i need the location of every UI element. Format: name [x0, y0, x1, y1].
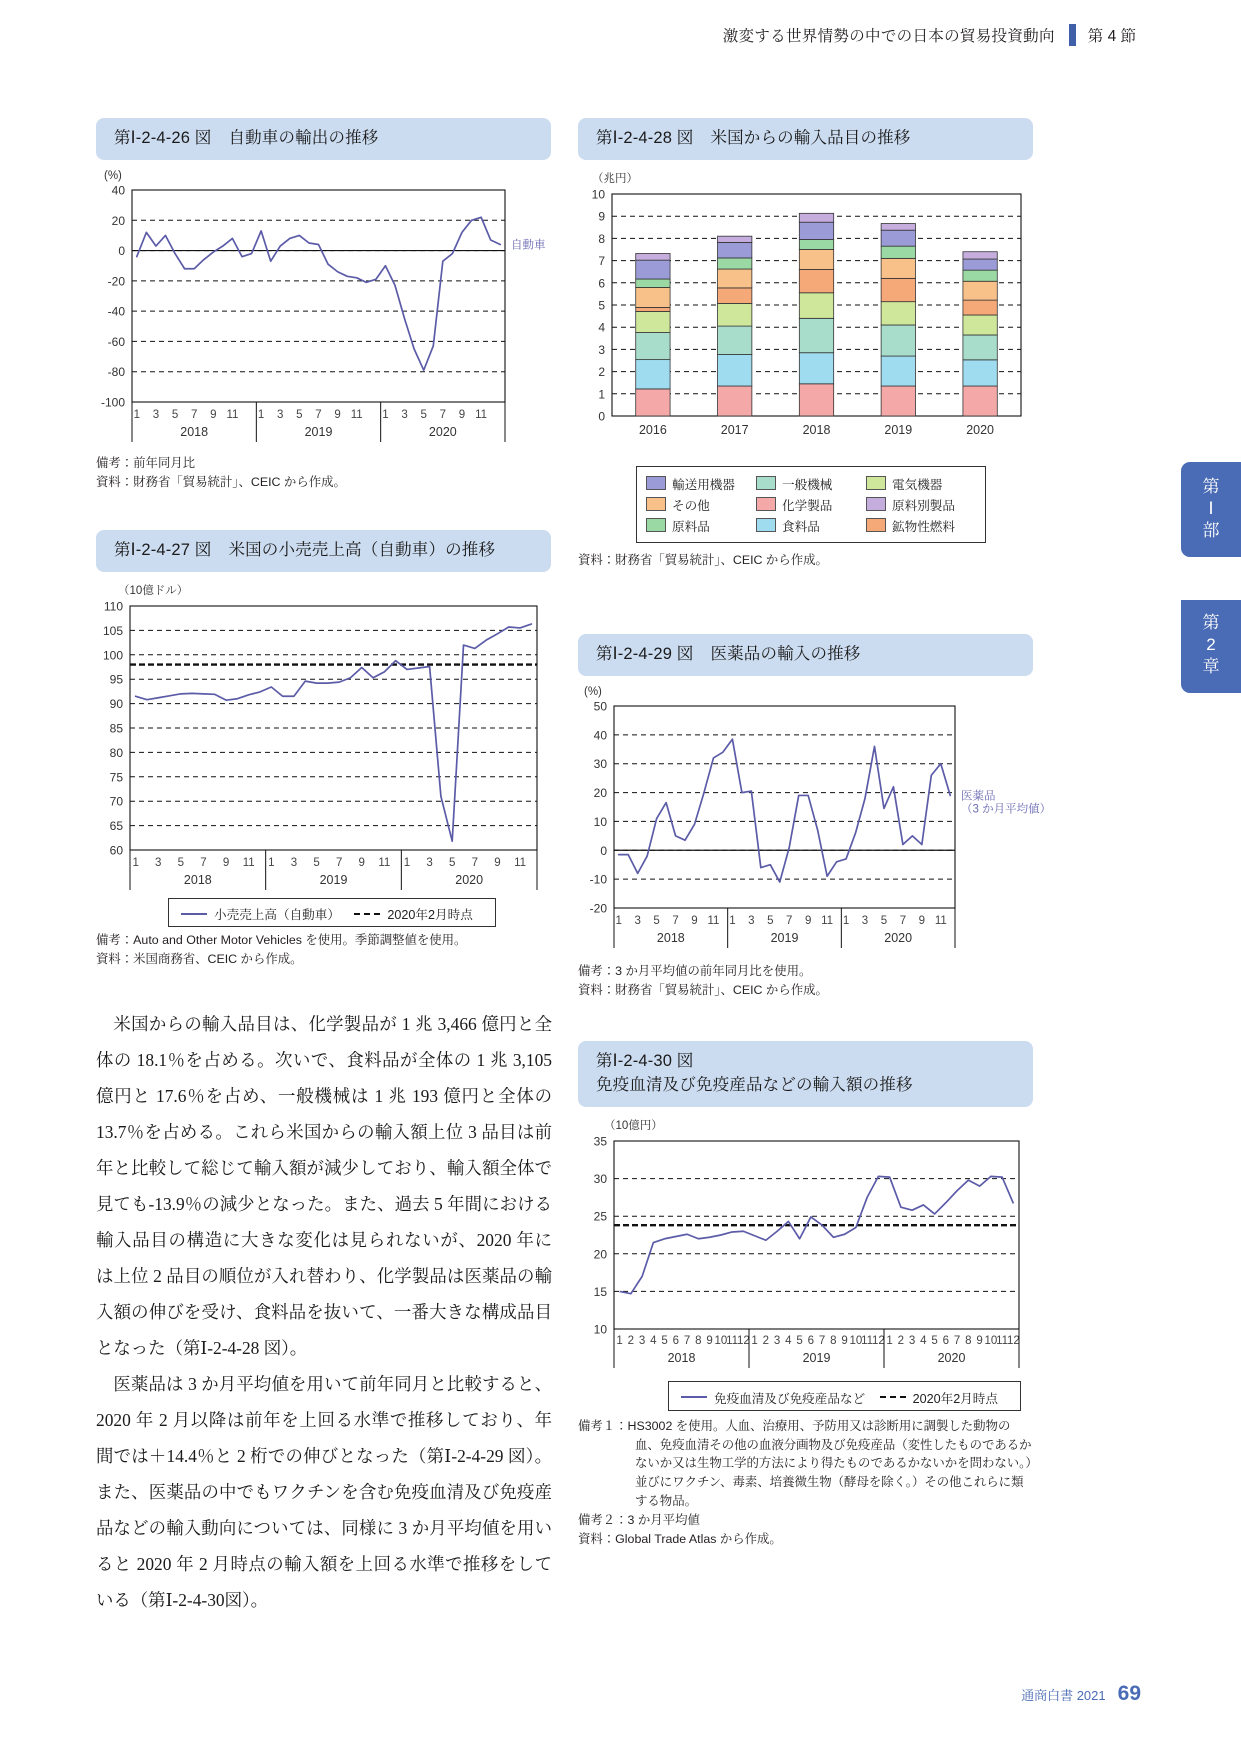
svg-text:5: 5 — [171, 408, 179, 421]
legend-label: 原料別製品 — [892, 498, 955, 513]
svg-text:2018: 2018 — [667, 1351, 696, 1366]
figure-26-unit: (%) — [104, 169, 122, 182]
svg-text:11: 11 — [475, 408, 488, 421]
figure-28-title-bar — [578, 118, 1033, 160]
svg-text:5: 5 — [420, 408, 427, 421]
side-tab-part-line1: 第 — [1202, 477, 1220, 496]
legend-item-7 — [756, 516, 866, 535]
svg-text:1: 1 — [132, 856, 139, 869]
svg-text:1: 1 — [257, 408, 265, 421]
svg-text:10: 10 — [591, 187, 605, 202]
svg-text:7: 7 — [335, 856, 343, 869]
figure-26-title: 自動車の輸出の推移 — [228, 129, 379, 147]
svg-text:2019: 2019 — [304, 424, 333, 439]
solid-line-icon — [181, 913, 207, 915]
svg-text:12: 12 — [1006, 1335, 1020, 1348]
svg-text:3: 3 — [290, 856, 298, 869]
svg-text:2018: 2018 — [802, 422, 831, 437]
svg-text:6: 6 — [807, 1335, 815, 1348]
svg-text:（3 か月平均値）: （3 か月平均値） — [961, 803, 1052, 816]
svg-text:5: 5 — [598, 298, 605, 313]
figure-26-chart — [96, 182, 551, 450]
legend-label: 一般機械 — [782, 477, 833, 492]
svg-text:1: 1 — [751, 1335, 758, 1348]
legend-item-8 — [866, 516, 976, 535]
legend-item-6 — [646, 516, 756, 535]
svg-text:3: 3 — [638, 1335, 646, 1348]
figure-29-number: 第Ⅰ-2-4-29 図 — [596, 644, 694, 663]
legend-row — [646, 516, 976, 535]
svg-text:9: 9 — [976, 1335, 983, 1348]
svg-text:4: 4 — [650, 1335, 657, 1348]
svg-text:3: 3 — [155, 856, 162, 869]
figure-30-legend — [668, 1381, 1021, 1411]
svg-text:9: 9 — [210, 408, 217, 421]
figure-28-notes — [578, 551, 1033, 570]
svg-text:-10: -10 — [589, 872, 607, 887]
svg-text:12: 12 — [871, 1335, 885, 1348]
side-tab-chapter — [1181, 600, 1241, 693]
side-tab-chapter-line3: 章 — [1202, 656, 1220, 676]
figure-30-legend-row — [578, 1381, 1033, 1411]
legend-swatch-icon — [756, 518, 776, 532]
svg-text:7: 7 — [672, 914, 679, 927]
svg-text:2016: 2016 — [638, 422, 667, 437]
footer-page-number: 69 — [1117, 1682, 1141, 1705]
figure-27-note: 備考：Auto and Other Motor Vehicles を使用。季節調整値を使用。 — [96, 933, 467, 948]
svg-text:6: 6 — [942, 1335, 950, 1348]
svg-text:7: 7 — [953, 1335, 961, 1348]
svg-text:6: 6 — [672, 1335, 680, 1348]
figure-30-title-bar — [578, 1041, 1033, 1107]
svg-text:2020: 2020 — [937, 1351, 966, 1366]
dotted-line-icon — [354, 913, 380, 915]
figure-26-source: 資料：財務省「貿易統計」、CEIC から作成。 — [96, 474, 346, 489]
legend-swatch-icon — [646, 518, 666, 532]
running-head-rule — [1069, 24, 1076, 46]
figure-29-note: 備考：3 か月平均値の前年同月比を使用。 — [578, 963, 812, 978]
svg-text:1: 1 — [268, 856, 275, 869]
legend-row — [646, 495, 976, 514]
figure-28-title: 米国からの輸入品目の推移 — [710, 129, 911, 147]
svg-text:9: 9 — [918, 914, 926, 927]
svg-text:15: 15 — [593, 1285, 607, 1300]
svg-text:1: 1 — [886, 1335, 893, 1348]
legend-item-2 — [866, 474, 976, 493]
svg-text:4: 4 — [598, 320, 605, 335]
svg-text:3: 3 — [598, 342, 605, 357]
svg-text:30: 30 — [593, 1172, 607, 1187]
legend-label: 原料品 — [672, 519, 710, 534]
solid-line-icon — [681, 1396, 707, 1398]
figure-30-chart — [578, 1133, 1033, 1381]
svg-text:60: 60 — [109, 843, 123, 858]
side-tab-part — [1181, 462, 1241, 557]
svg-text:7: 7 — [786, 914, 793, 927]
svg-text:7: 7 — [439, 408, 447, 421]
svg-text:80: 80 — [109, 745, 123, 760]
svg-text:0: 0 — [600, 843, 607, 858]
svg-text:2019: 2019 — [884, 422, 913, 437]
svg-text:2020: 2020 — [884, 930, 913, 945]
svg-text:9: 9 — [706, 1335, 713, 1348]
svg-text:3: 3 — [748, 914, 755, 927]
svg-text:7: 7 — [200, 856, 207, 869]
figure-27-notes — [96, 931, 551, 969]
svg-text:11: 11 — [996, 1335, 1009, 1348]
svg-text:-80: -80 — [107, 365, 125, 380]
svg-text:7: 7 — [598, 254, 605, 269]
svg-text:95: 95 — [109, 672, 123, 687]
svg-text:5: 5 — [931, 1335, 938, 1348]
figure-26-number: 第Ⅰ-2-4-26 図 — [114, 129, 212, 147]
svg-text:2018: 2018 — [180, 424, 209, 439]
svg-text:2020: 2020 — [428, 424, 457, 439]
svg-text:85: 85 — [109, 721, 123, 736]
legend-item-3 — [646, 495, 756, 514]
svg-text:11: 11 — [861, 1335, 874, 1348]
running-head — [723, 24, 1136, 46]
svg-text:40: 40 — [111, 183, 125, 198]
svg-text:5: 5 — [653, 914, 660, 927]
footer-whitepaper: 通商白書 2021 — [1021, 1688, 1106, 1703]
svg-text:10: 10 — [593, 814, 607, 829]
dotted-line-icon — [880, 1396, 906, 1398]
svg-text:2019: 2019 — [319, 872, 348, 887]
body-paragraph-1: 米国からの輸入品目は、化学製品が 1 兆 3,466 億円と全体の 18.1％を占める。次いで、食料品が全体の 1 兆 3,105 億円と 17.6％を占め、一般機械は 1 兆 193 億円と全体の 13.7％を占める。これら米国からの輸入額上位 3 品目は前年と比較して総じて輸入額が減少しており、輸入額全体で見ても-13.9％の減少となった。また、過去 5 年間における輸入品目の構造に大きな変化は見られないが、2020 年には上位 2 品目の順位が入れ替わり、化学製品は医薬品の輸入額の伸びを受け、食料品を抜いて、一番大きな構成品目となった（第Ⅰ-2-4-28 図）。 — [96, 1014, 552, 1359]
figure-27-svg — [96, 598, 551, 898]
svg-text:75: 75 — [109, 769, 123, 784]
body-text — [96, 1006, 552, 1618]
figure-28-svg — [578, 186, 1033, 456]
svg-text:9: 9 — [494, 856, 501, 869]
svg-text:2: 2 — [627, 1335, 635, 1348]
legend-item-immune-sera — [681, 1388, 865, 1407]
svg-text:25: 25 — [593, 1209, 607, 1224]
svg-text:50: 50 — [593, 699, 607, 714]
svg-text:2019: 2019 — [802, 1351, 831, 1366]
svg-text:7: 7 — [818, 1335, 826, 1348]
legend-swatch-icon — [646, 476, 666, 490]
svg-text:9: 9 — [691, 914, 698, 927]
page-footer — [1021, 1682, 1141, 1706]
svg-text:9: 9 — [358, 856, 365, 869]
side-tab-part-line3: 部 — [1202, 520, 1220, 540]
svg-text:7: 7 — [683, 1335, 691, 1348]
svg-text:1: 1 — [615, 914, 622, 927]
svg-text:70: 70 — [109, 794, 123, 809]
figure-30-title: 免疫血清及び免疫産品などの輸入額の推移 — [596, 1076, 913, 1095]
svg-text:105: 105 — [102, 623, 123, 638]
svg-text:9: 9 — [222, 856, 230, 869]
legend-label: 化学製品 — [782, 498, 833, 513]
svg-text:-20: -20 — [589, 901, 607, 916]
legend-label-immune-sera: 免疫血清及び免疫産品など — [714, 1391, 866, 1406]
svg-text:3: 3 — [277, 408, 284, 421]
legend-item-1 — [756, 474, 866, 493]
svg-text:3: 3 — [634, 914, 641, 927]
svg-text:10: 10 — [984, 1335, 998, 1348]
figure-27-number: 第Ⅰ-2-4-27 図 — [114, 540, 212, 559]
svg-text:2: 2 — [598, 365, 605, 380]
svg-text:65: 65 — [109, 818, 123, 833]
svg-text:20: 20 — [593, 1247, 607, 1262]
figure-27-legend-row — [96, 898, 551, 928]
legend-label: 食料品 — [782, 519, 820, 534]
body-paragraph-2: 医薬品は 3 か月平均値を用いて前年同月と比較すると、2020 年 2 月以降は前年を上回る水準で推移しており、年間では＋14.4％と 2 桁での伸びとなった（第Ⅰ-2-4-29 図）。また、医薬品の中でもワクチンを含む免疫血清及び免疫産品などの輸入動向については、同様に 3 か月平均値を用いると 2020 年 2 月時点の輸入額を上回る水準で推移をしている（第Ⅰ-2-4-30図）。 — [96, 1374, 552, 1611]
svg-text:11: 11 — [726, 1335, 739, 1348]
figure-28-source: 資料：財務省「貿易統計」、CEIC から作成。 — [578, 552, 828, 567]
figure-29-title-bar — [578, 634, 1033, 676]
figure-27-title-bar — [96, 530, 551, 572]
legend-label: 電気機器 — [892, 477, 943, 492]
legend-item-5 — [866, 495, 976, 514]
svg-text:-20: -20 — [107, 274, 125, 289]
svg-text:4: 4 — [785, 1335, 792, 1348]
figure-30-svg — [578, 1133, 1033, 1381]
svg-text:8: 8 — [598, 231, 605, 246]
svg-text:1: 1 — [616, 1335, 623, 1348]
legend-item-feb-2020 — [880, 1388, 998, 1407]
svg-text:10: 10 — [593, 1322, 607, 1337]
svg-text:10: 10 — [714, 1335, 728, 1348]
svg-text:110: 110 — [103, 599, 123, 614]
legend-label-feb-2020: 2020年2月時点 — [387, 908, 473, 923]
svg-text:1: 1 — [729, 914, 736, 927]
svg-text:11: 11 — [350, 408, 363, 421]
legend-item-4 — [756, 495, 866, 514]
side-tab-part-line2: Ⅰ — [1208, 498, 1214, 518]
figure-30-unit: （10億円） — [604, 1120, 663, 1133]
legend-item-feb-2020 — [354, 904, 472, 923]
right-column — [578, 118, 1052, 1549]
svg-text:2017: 2017 — [720, 422, 749, 437]
svg-text:90: 90 — [109, 696, 123, 711]
svg-text:9: 9 — [804, 914, 812, 927]
figure-29-title: 医薬品の輸入の推移 — [710, 644, 861, 663]
legend-label: 鉱物性燃料 — [892, 519, 955, 534]
svg-text:5: 5 — [767, 914, 774, 927]
running-head-section: 第 4 節 — [1087, 28, 1136, 45]
legend-swatch-icon — [866, 518, 886, 532]
figure-27-legend — [168, 898, 496, 928]
svg-text:3: 3 — [861, 914, 869, 927]
figure-28-unit: （兆円） — [592, 172, 638, 185]
figure-28-chart — [578, 186, 1033, 456]
svg-text:0: 0 — [118, 243, 125, 258]
legend-swatch-icon — [866, 497, 886, 511]
svg-text:3: 3 — [908, 1335, 916, 1348]
figure-29-chart — [578, 698, 1052, 956]
legend-item-0 — [646, 474, 756, 493]
svg-text:1: 1 — [133, 408, 140, 421]
svg-text:9: 9 — [598, 209, 605, 224]
legend-label: 輸送用機器 — [672, 477, 735, 492]
svg-text:6: 6 — [598, 276, 605, 291]
svg-text:8: 8 — [830, 1335, 837, 1348]
legend-label: その他 — [672, 498, 710, 513]
left-column — [96, 118, 551, 969]
svg-text:3: 3 — [152, 408, 160, 421]
legend-swatch-icon — [756, 497, 776, 511]
side-tab-chapter-line2: 2 — [1206, 634, 1216, 654]
svg-text:3: 3 — [773, 1335, 781, 1348]
figure-30-notes — [578, 1417, 1033, 1549]
svg-text:20: 20 — [111, 213, 125, 228]
legend-label-feb-2020: 2020年2月時点 — [912, 1391, 998, 1406]
svg-text:5: 5 — [177, 856, 185, 869]
svg-text:10: 10 — [849, 1335, 863, 1348]
svg-text:1: 1 — [403, 856, 411, 869]
svg-text:20: 20 — [593, 785, 607, 800]
figure-29-unit: (%) — [584, 685, 602, 698]
svg-text:40: 40 — [593, 728, 607, 743]
figure-27-chart — [96, 598, 551, 898]
legend-swatch-icon — [756, 476, 776, 490]
svg-text:-100: -100 — [100, 395, 125, 410]
svg-text:7: 7 — [899, 914, 907, 927]
legend-row — [646, 474, 976, 493]
svg-text:5: 5 — [313, 856, 320, 869]
svg-text:11: 11 — [226, 408, 239, 421]
figure-26-svg — [96, 182, 551, 450]
svg-text:-60: -60 — [107, 334, 125, 349]
svg-text:7: 7 — [471, 856, 479, 869]
svg-text:11: 11 — [821, 914, 834, 927]
svg-text:0: 0 — [598, 409, 605, 424]
figure-27-unit: （10億ドル） — [118, 584, 189, 597]
svg-text:35: 35 — [593, 1134, 607, 1149]
svg-text:-40: -40 — [107, 304, 125, 319]
figure-29-svg — [578, 698, 1052, 956]
svg-text:2: 2 — [762, 1335, 770, 1348]
svg-text:7: 7 — [190, 408, 198, 421]
svg-text:9: 9 — [334, 408, 341, 421]
legend-item-retail-sales — [181, 904, 340, 923]
side-tab-chapter-line1: 第 — [1202, 613, 1220, 632]
svg-text:8: 8 — [965, 1335, 972, 1348]
legend-swatch-icon — [646, 497, 666, 511]
svg-text:自動車: 自動車 — [511, 239, 546, 252]
svg-text:2: 2 — [897, 1335, 905, 1348]
figure-29-source: 資料：財務省「貿易統計」、CEIC から作成。 — [578, 982, 828, 997]
svg-text:11: 11 — [514, 856, 527, 869]
figure-26-note: 備考：前年同月比 — [96, 455, 196, 470]
svg-text:11: 11 — [378, 856, 391, 869]
svg-text:5: 5 — [296, 408, 303, 421]
svg-text:5: 5 — [449, 856, 456, 869]
svg-text:30: 30 — [593, 756, 607, 771]
svg-text:3: 3 — [401, 408, 408, 421]
svg-text:100: 100 — [102, 647, 123, 662]
svg-text:2020: 2020 — [966, 422, 995, 437]
svg-text:1: 1 — [382, 408, 389, 421]
svg-text:5: 5 — [880, 914, 888, 927]
svg-text:2018: 2018 — [656, 930, 685, 945]
figure-26-notes — [96, 454, 551, 492]
svg-text:11: 11 — [242, 856, 255, 869]
figure-29-notes — [578, 962, 1033, 1000]
legend-label-retail-sales: 小売売上高（自動車） — [214, 908, 340, 923]
svg-text:7: 7 — [315, 408, 322, 421]
figure-28-number: 第Ⅰ-2-4-28 図 — [596, 129, 694, 147]
figure-30-note1: 備考１：HS3002 を使用。人血、治療用、予防用又は診断用に調製した動物の血、免疫血清その他の血液分画物及び免疫産品（変性したものであるかないか又は生物工学的方法により得たものであるかないかを問わない。）並びにワクチン、毒素、培養微生物（酵母を除く。）その他これらに類する物品。 — [578, 1418, 1032, 1509]
figure-30-number: 第Ⅰ-2-4-30 図 — [596, 1052, 694, 1071]
running-head-title: 激変する世界情勢の中での日本の貿易投資動向 — [722, 28, 1055, 45]
figure-26-title-bar — [96, 118, 551, 160]
figure-28-legend — [636, 466, 986, 543]
figure-27-source: 資料：米国商務省、CEIC から作成。 — [96, 951, 303, 966]
svg-text:11: 11 — [707, 914, 720, 927]
figure-30-source: 資料：Global Trade Atlas から作成。 — [578, 1531, 782, 1546]
legend-swatch-icon — [866, 476, 886, 490]
svg-text:5: 5 — [796, 1335, 803, 1348]
svg-text:11: 11 — [934, 914, 947, 927]
svg-text:5: 5 — [661, 1335, 668, 1348]
svg-text:12: 12 — [736, 1335, 750, 1348]
svg-text:3: 3 — [426, 856, 433, 869]
svg-text:8: 8 — [695, 1335, 702, 1348]
svg-text:2020: 2020 — [455, 872, 484, 887]
svg-text:2018: 2018 — [183, 872, 212, 887]
svg-text:1: 1 — [842, 914, 850, 927]
svg-text:9: 9 — [841, 1335, 848, 1348]
svg-text:1: 1 — [598, 387, 605, 402]
figure-30-note2: 備考２：3 か月平均値 — [578, 1512, 700, 1527]
svg-text:4: 4 — [920, 1335, 927, 1348]
figure-27-title: 米国の小売売上高（自動車）の推移 — [228, 540, 496, 559]
svg-text:2019: 2019 — [770, 930, 799, 945]
svg-text:医薬品: 医薬品 — [961, 790, 996, 803]
svg-text:9: 9 — [458, 408, 466, 421]
